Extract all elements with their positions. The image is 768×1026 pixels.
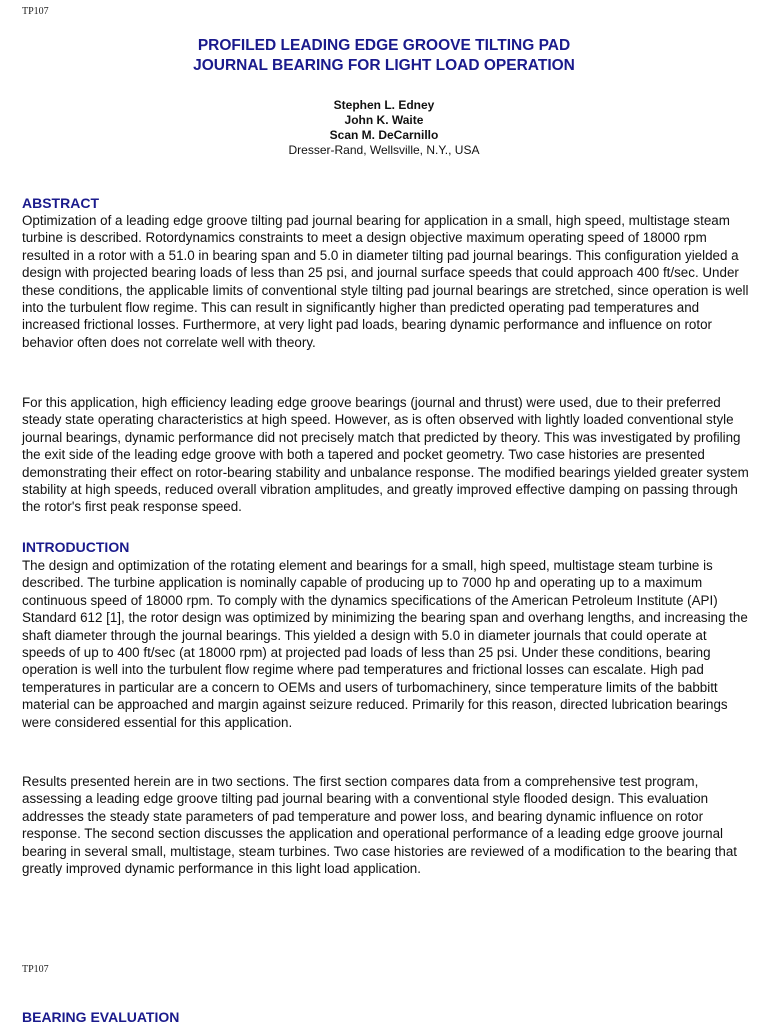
introduction-paragraph: Results presented herein are in two sections. The first section compares data from a comprehensive test program, assessing a leading edge groove tilting pad journal bearing with a conventional style flooded design. This evaluation addresses the steady state parameters of pad temperature and power loss, and bearing dynamic influence on rotor response. The second section discusses the application and operational performance of a leading edge groove journal bearing in several small, multistage, steam turbines. Two case histories are reviewed of a modification to the bearing that greatly improved dynamic performance in this light load application. xyxy=(22,774,738,877)
page-code-top: TP107 xyxy=(22,6,49,17)
paper-title-line1: PROFILED LEADING EDGE GROOVE TILTING PAD xyxy=(197,37,571,54)
introduction-paragraph: The design and optimization of the rotating element and bearings for a small, high speed, multistage steam turbine is described. The turbine application is nominally capable of producing up to 7000 hp and operating up to a maximum continuous speed of 18000 rpm. To comply with the dynamics specifications of the American Petroleum Institute (API) Standard 612 [1], the rotor design was optimized by minimizing the bearing span and overhang lengths, and increasing the shaft diameter through the journal bearings. This yielded a design with 5.0 in diameter journals that could operate at speeds of up to 400 ft/sec (at 18000 rpm) at projected pad loads of less than 25 psi. Under these conditions, bearing operation is well into the turbulent flow regime where pad temperatures and frictional losses can escalate. High pad temperatures in particular are a concern to OEMs and users of turbomachinery, since temperature limits of the babbitt material can be approached and margin against seizure reduced. Primarily for this reason, directed lubrication bearings were considered essential for this application. xyxy=(22,558,748,730)
paper-title xyxy=(0,36,768,76)
author-block xyxy=(0,98,768,158)
abstract-heading: ABSTRACT xyxy=(22,195,99,211)
paper-title-line2: JOURNAL BEARING FOR LIGHT LOAD OPERATION xyxy=(193,57,575,74)
page-code-bottom: TP107 xyxy=(22,964,49,975)
author-name: John K. Waite xyxy=(344,113,424,127)
bearing-evaluation-heading: BEARING EVALUATION xyxy=(22,1009,180,1025)
abstract-paragraph: Optimization of a leading edge groove tilting pad journal bearing for application in a small, high speed, multistage steam turbine is described. Rotordynamics constraints to meet a design objective maximum operating speed of 18000 rpm resulted in a rotor with a 51.0 in bearing span and 5.0 in diameter tilting pad journal bearings. This configuration yielded a design with projected bearing loads of less than 25 psi, and journal surface speeds that could approach 400 ft/sec. Under these conditions, the applicable limits of conventional style tilting pad journal bearings are stretched, since operation is well into the turbulent flow regime. This can result in significantly higher than predicted operating pad temperatures and increased frictional losses. Furthermore, at very light pad loads, bearing dynamic performance and influence on rotor behavior often does not correlate well with theory. xyxy=(22,213,749,350)
introduction-heading: INTRODUCTION xyxy=(22,539,130,555)
author-name: Scan M. DeCarnillo xyxy=(329,128,439,142)
author-name: Stephen L. Edney xyxy=(333,98,435,112)
author-affiliation: Dresser-Rand, Wellsville, N.Y., USA xyxy=(288,143,480,157)
abstract-paragraph: For this application, high efficiency leading edge groove bearings (journal and thrust) were used, due to their preferred steady state operating characteristics at high speed. However, as is often observed with lightly loaded conventional style journal bearings, dynamic performance did not precisely match that predicted by theory. This was investigated by profiling the exit side of the leading edge groove with both a tapered and pocket geometry. Two case histories are presented demonstrating their effect on rotor-bearing stability and unbalance response. The modified bearings yielded greater system stability at high speeds, reduced overall vibration amplitudes, and greatly improved effective damping on passing through the rotor's first peak response speed. xyxy=(22,395,749,515)
